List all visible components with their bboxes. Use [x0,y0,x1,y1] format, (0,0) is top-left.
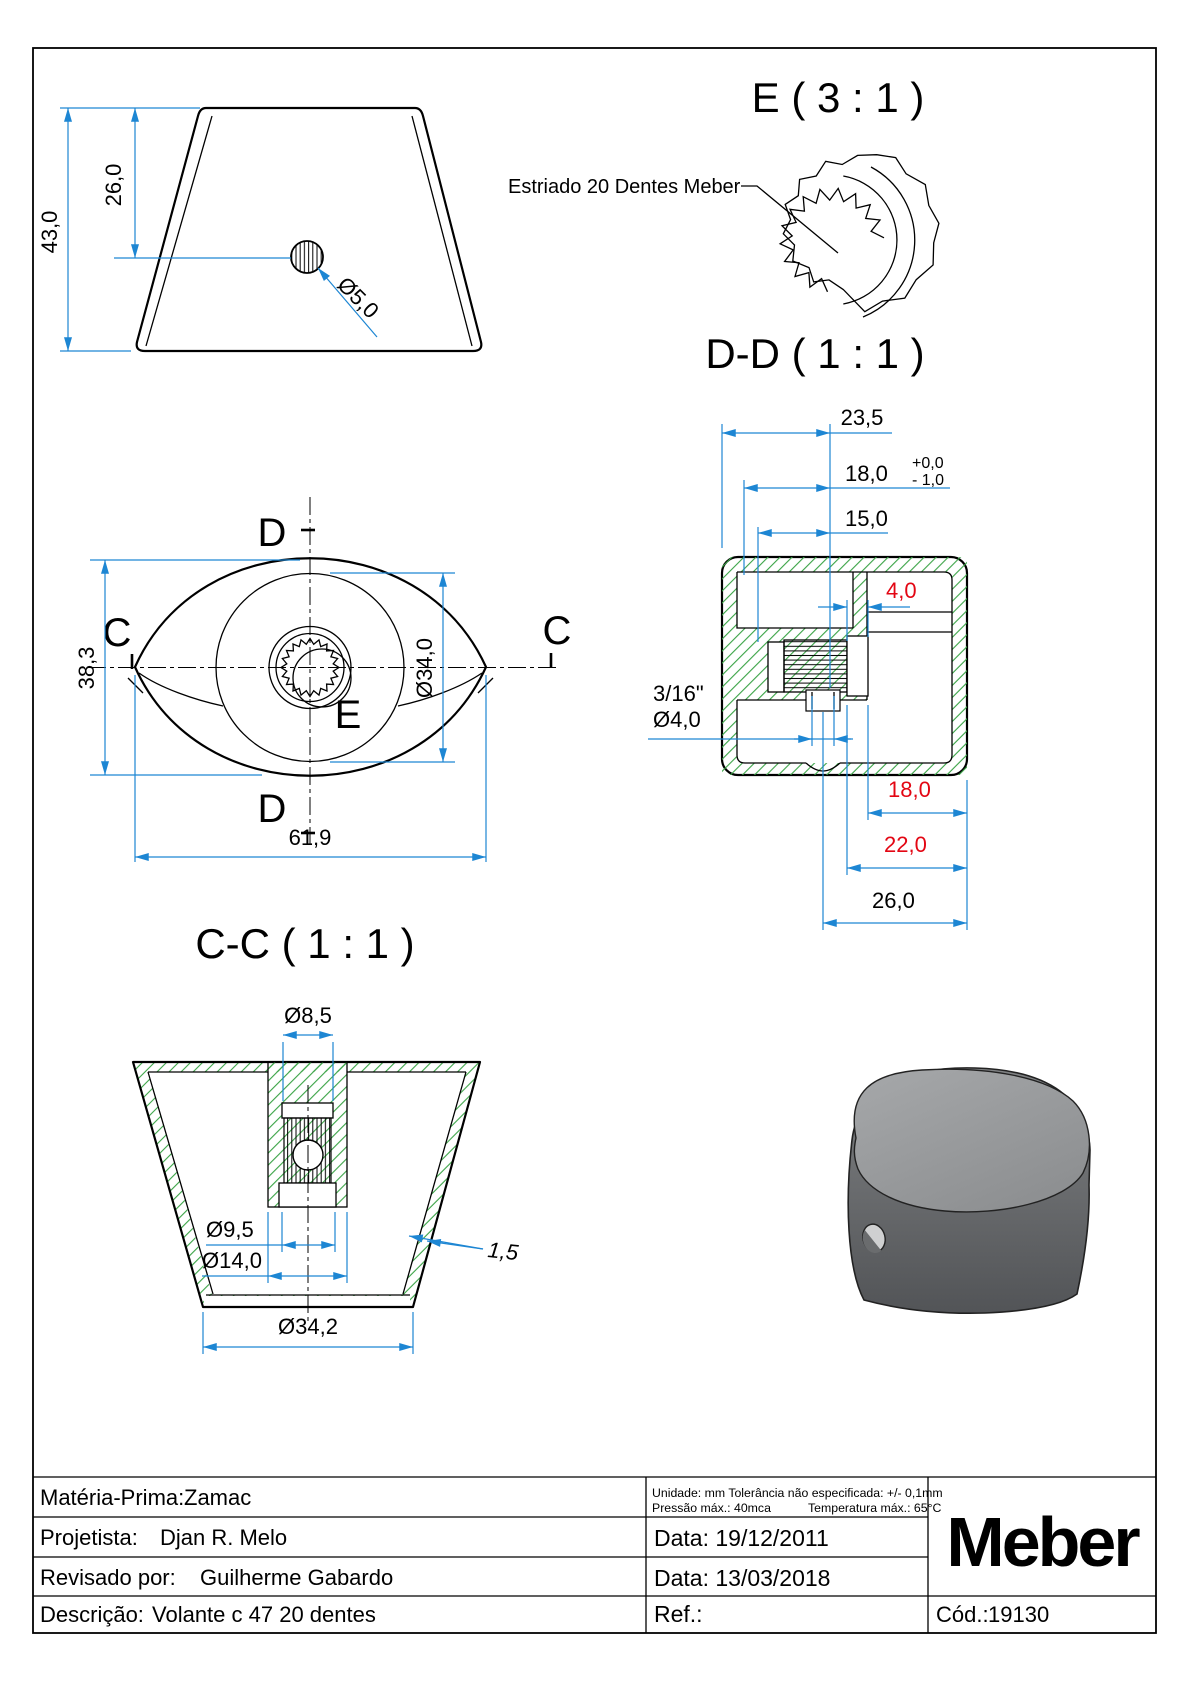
section-label-c-right: C [542,609,572,653]
section-dd-title: D-D ( 1 : 1 ) [705,330,925,377]
description-label: Descrição: [40,1602,144,1627]
detail-e-spline-teeth [780,188,884,291]
dim-dd-tol-plus: +0,0 [912,455,944,472]
date-revised: Data: 13/03/2018 [654,1565,831,1591]
dim-dd-316: 3/16" [653,681,704,706]
code-label: Cód.: [936,1602,989,1627]
company-logo: Meber [946,1503,1138,1581]
dim-cc-342: Ø34,2 [278,1314,338,1339]
section-label-d-bottom: D [257,787,287,831]
material-value: Zamac [184,1485,252,1510]
dim-top-height: 38,3 [74,646,99,690]
detail-e-callout: Estriado 20 Dentes Meber [508,176,741,198]
material-label: Matéria-Prima: [40,1485,185,1510]
notes-line2b: Temperatura máx.: 65°C [808,1501,942,1515]
front-view [37,108,481,351]
dd-pin-hole [806,690,840,711]
notes-line1: Unidade: mm Tolerância não especificada: +/- 0,1mm [652,1486,943,1500]
dim-cc-15: 1,5 [486,1237,520,1266]
detail-e-label: E [334,693,362,737]
dim-front-hole-dia: Ø5,0 [332,271,384,324]
notes-line2a: Pressão máx.: 40mca [652,1501,771,1515]
designer-label: Projetista: [40,1525,138,1550]
section-dd-view [648,330,967,930]
section-label-c-left: C [102,611,132,655]
section-label-d-top: D [257,511,287,555]
detail-e-view [508,74,939,317]
dim-cc-95: Ø9,5 [206,1217,254,1242]
dim-dd-40: 4,0 [886,578,917,603]
dim-dd-220-red: 22,0 [884,832,927,857]
section-cc-view [133,920,520,1354]
reviewer-value: Guilherme Gabardo [200,1565,394,1590]
knob-top-face [854,1069,1089,1212]
dim-dd-tol-minus: - 1,0 [912,472,945,489]
description-value: Volante c 47 20 dentes [152,1602,376,1627]
date-created: Data: 19/12/2011 [654,1525,829,1551]
dim-dd-150: 15,0 [845,506,888,531]
dim-top-width: 61,9 [288,825,332,850]
dim-dd-235: 23,5 [840,405,884,430]
detail-e-title: E ( 3 : 1 ) [751,74,925,121]
dd-spline-bore [784,640,847,692]
section-cc-title: C-C ( 1 : 1 ) [195,920,415,967]
reviewer-label: Revisado por: [40,1565,176,1590]
ref-label: Ref.: [654,1601,703,1627]
dim-dd-180-red: 18,0 [888,777,931,802]
dim-cc-140: Ø14,0 [202,1248,262,1273]
designer-value: Djan R. Melo [160,1525,288,1550]
code-value: 19130 [988,1602,1050,1627]
dim-cc-85: Ø8,5 [284,1003,332,1028]
dim-front-height: 43,0 [37,210,62,254]
dim-dd-d40: Ø4,0 [653,707,701,732]
dim-dd-180: 18,0 [845,461,888,486]
detail-e-boundary [783,155,939,312]
front-outline [137,108,482,351]
title-block [33,1477,1156,1633]
top-view [74,497,571,862]
render-3d [848,1068,1090,1313]
dim-top-circle: Ø34,0 [412,638,437,698]
sheet-frame [33,48,1156,1633]
dim-dd-260: 26,0 [872,888,915,913]
dim-front-hole-depth: 26,0 [101,163,126,207]
